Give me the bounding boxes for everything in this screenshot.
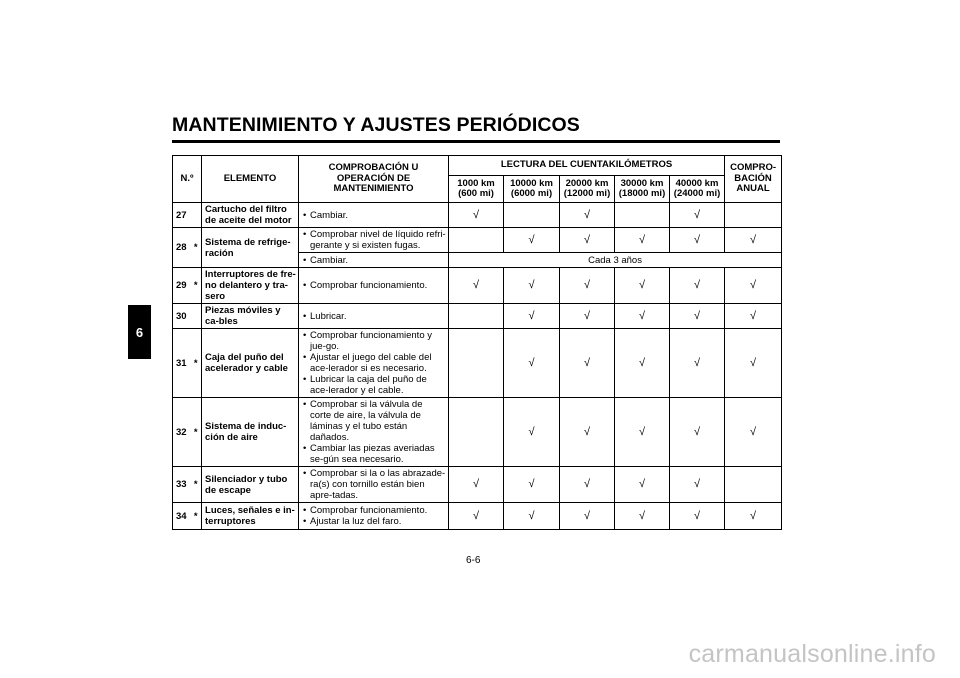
row-element: Sistema de induc-ción de aire [202, 398, 299, 467]
action-list [301, 280, 446, 291]
row-number: 33 [173, 467, 191, 503]
action-item: • Ajustar la luz del faro. [301, 516, 446, 527]
action-item: • Lubricar. [301, 311, 446, 322]
header-km-3 [560, 176, 615, 203]
row-star: * [191, 398, 202, 467]
row-element: Cartucho del filtro de aceite del motor [202, 203, 299, 228]
row-star: * [191, 329, 202, 398]
check-cell: √ [670, 398, 725, 467]
row-action [299, 304, 449, 329]
header-mi-value: (12000 mi) [563, 188, 611, 199]
check-cell [449, 398, 504, 467]
action-list [301, 330, 446, 396]
check-cell: √ [725, 304, 782, 329]
row-action [299, 398, 449, 467]
check-cell: √ [615, 398, 670, 467]
check-cell: √ [670, 203, 725, 228]
row-action [299, 467, 449, 503]
check-cell: √ [670, 467, 725, 503]
header-km-value: 10000 km [510, 177, 553, 189]
action-list [301, 255, 446, 266]
action-item: • Comprobar funcionamiento. [301, 280, 446, 291]
row-element: Silenciador y tubo de escape [202, 467, 299, 503]
check-cell [725, 467, 782, 503]
check-cell: √ [725, 503, 782, 530]
action-list [301, 505, 446, 527]
header-km-value: 40000 km [675, 177, 719, 189]
action-item: • Comprobar funcionamiento. [301, 505, 446, 516]
check-cell [504, 203, 560, 228]
check-cell: √ [504, 503, 560, 530]
check-cell: √ [725, 398, 782, 467]
action-item: • Comprobar funcionamiento y jue-go. [301, 330, 446, 352]
table-row [173, 329, 782, 398]
header-annual: COMPRO- BACIÓN ANUAL [725, 156, 782, 203]
action-item: • Cambiar. [301, 255, 446, 266]
check-cell: √ [449, 503, 504, 530]
table-row [173, 503, 782, 530]
action-list [301, 229, 446, 251]
row-element: Piezas móviles y ca-bles [202, 304, 299, 329]
row-action [299, 228, 449, 253]
check-cell: √ [504, 329, 560, 398]
row-number: 34 [173, 503, 191, 530]
check-cell: √ [560, 467, 615, 503]
check-cell: √ [560, 503, 615, 530]
action-list [301, 311, 446, 322]
check-cell: √ [670, 268, 725, 304]
row-star: * [191, 503, 202, 530]
action-item: • Lubricar la caja del puño de ace-lerador y el cable. [301, 374, 446, 396]
check-cell [449, 228, 504, 253]
check-cell: √ [670, 503, 725, 530]
check-cell: √ [504, 467, 560, 503]
row-element: Interruptores de fre-no delantero y tra-sero [202, 268, 299, 304]
check-cell: √ [615, 329, 670, 398]
check-cell [449, 329, 504, 398]
header-mi-value: (18000 mi) [618, 188, 666, 199]
row-star [191, 203, 202, 228]
row-action [299, 329, 449, 398]
row-star: * [191, 467, 202, 503]
row-element: Sistema de refrige-ración [202, 228, 299, 268]
check-cell: √ [670, 329, 725, 398]
action-item: • Cambiar las piezas averiadas se-gún sea necesario. [301, 443, 446, 465]
header-km-5 [670, 176, 725, 203]
check-cell: √ [560, 398, 615, 467]
check-cell: √ [560, 203, 615, 228]
row-action [299, 203, 449, 228]
check-cell: √ [504, 304, 560, 329]
check-cell: √ [615, 228, 670, 253]
row-star: * [191, 268, 202, 304]
row-action [299, 268, 449, 304]
check-cell: √ [504, 228, 560, 253]
row-number: 28 [173, 228, 191, 268]
header-km-value: 20000 km [565, 177, 609, 189]
check-cell: √ [560, 329, 615, 398]
header-km-2 [504, 176, 560, 203]
header-no: N.º [173, 156, 202, 203]
header-element: ELEMENTO [202, 156, 299, 203]
header-km-value: 30000 km [620, 177, 664, 189]
action-item: • Ajustar el juego del cable del ace-lerador si es necesario. [301, 352, 446, 374]
action-list [301, 210, 446, 221]
row-element: Caja del puño del acelerador y cable [202, 329, 299, 398]
action-item: • Comprobar nivel de líquido refri-gerante y si existen fugas. [301, 229, 446, 251]
row-action [299, 253, 449, 268]
table-row [173, 203, 782, 228]
check-cell [615, 203, 670, 228]
row-number: 31 [173, 329, 191, 398]
header-mi-value: (600 mi) [458, 188, 494, 199]
action-item: • Comprobar si la o las abrazade-ra(s) con tornillo están bien apre-tadas. [301, 468, 446, 501]
watermark: carmanualsonline.info [688, 640, 936, 668]
row-star [191, 304, 202, 329]
chapter-tab: 6 [128, 305, 151, 359]
check-cell: √ [449, 467, 504, 503]
action-item: • Cambiar. [301, 210, 446, 221]
check-cell: √ [670, 304, 725, 329]
check-cell: √ [615, 304, 670, 329]
check-cell: √ [725, 228, 782, 253]
maintenance-table [172, 155, 782, 530]
row-number: 29 [173, 268, 191, 304]
check-cell: √ [560, 304, 615, 329]
row-action [299, 503, 449, 530]
header-km-value: 1000 km [457, 177, 495, 189]
check-cell: √ [615, 503, 670, 530]
header-mi-value: (24000 mi) [673, 188, 721, 199]
table-row [173, 304, 782, 329]
header-mi-value: (6000 mi) [510, 188, 553, 199]
check-cell: √ [725, 329, 782, 398]
table-row [173, 228, 782, 253]
check-cell [449, 304, 504, 329]
table-row [173, 398, 782, 467]
title-rule [172, 140, 780, 143]
table-row [173, 268, 782, 304]
action-list [301, 399, 446, 465]
header-km-4 [615, 176, 670, 203]
row-star: * [191, 228, 202, 268]
header-km-1 [449, 176, 504, 203]
check-cell [725, 203, 782, 228]
header-odometer: LECTURA DEL CUENTAKILÓMETROS [449, 156, 725, 176]
check-cell: √ [725, 268, 782, 304]
page-number: 6-6 [466, 555, 481, 566]
row-number: 32 [173, 398, 191, 467]
action-list [301, 468, 446, 501]
table-row [173, 467, 782, 503]
check-cell: √ [504, 398, 560, 467]
check-cell: √ [615, 268, 670, 304]
check-cell: √ [615, 467, 670, 503]
check-cell: √ [449, 203, 504, 228]
page-title: MANTENIMIENTO Y AJUSTES PERIÓDICOS [172, 114, 580, 136]
check-cell: √ [670, 228, 725, 253]
row-element: Luces, señales e in-terruptores [202, 503, 299, 530]
row-number: 30 [173, 304, 191, 329]
check-cell: √ [560, 268, 615, 304]
check-cell: √ [560, 228, 615, 253]
header-action: COMPROBACIÓN U OPERACIÓN DE MANTENIMIENTO [299, 156, 449, 203]
check-cell: √ [449, 268, 504, 304]
interval-span: Cada 3 años [449, 253, 782, 268]
check-cell: √ [504, 268, 560, 304]
row-number: 27 [173, 203, 191, 228]
action-item: • Comprobar si la válvula de corte de aire, la válvula de láminas y el tubo están dañados. [301, 399, 446, 443]
